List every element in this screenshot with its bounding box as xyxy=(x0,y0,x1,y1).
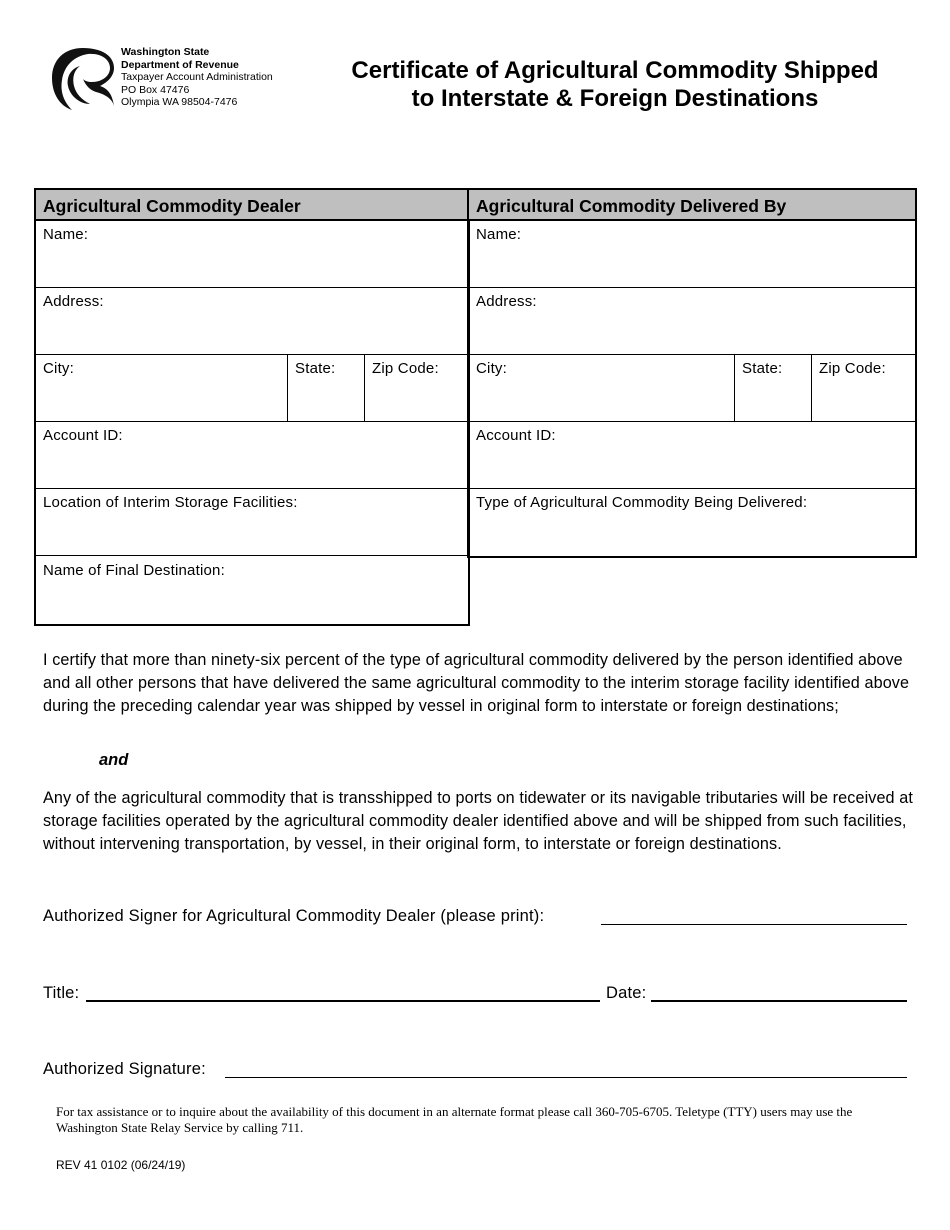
certification-paragraph-1: I certify that more than ninety-six percent of the type of agricultural commodity delivered by the person identified above and all other persons that have delivered the same agricultural commodity to the interim storage facility identified above during the preceding calendar year was shipped by vessel in original form to interstate or foreign destinations; xyxy=(43,651,910,715)
title-line1: Certificate of Agricultural Commodity Shipped xyxy=(351,57,879,84)
dealer-city-label: City: xyxy=(43,360,74,377)
dealer-city-field[interactable] xyxy=(36,355,288,421)
delivered-by-address-label: Address: xyxy=(476,293,537,310)
signer-label: Authorized Signer for Agricultural Commodity Dealer (please print): xyxy=(43,907,545,925)
signature-label: Authorized Signature: xyxy=(43,1060,206,1078)
delivered-by-zip-label: Zip Code: xyxy=(819,360,886,377)
delivered-by-state-field[interactable] xyxy=(735,355,812,421)
certification-paragraph-2: Any of the agricultural commodity that is transshipped to ports on tidewater or its navigable tributaries will be received at storage facilities operated by the agricultural commodity dealer identified above and will be shipped from such facilities, without intervening transportation, by vessel, in their original form, to interstate or foreign destinations. xyxy=(43,789,913,853)
agency-address-block xyxy=(121,46,273,109)
dealer-heading: Agricultural Commodity Dealer xyxy=(36,190,468,221)
dealer-panel xyxy=(34,188,470,626)
dealer-city-state-zip-row xyxy=(36,355,468,422)
signature-line[interactable] xyxy=(225,1077,907,1078)
delivered-by-heading: Agricultural Commodity Delivered By xyxy=(469,190,915,221)
agency-name-line2: Department of Revenue xyxy=(121,58,239,71)
dealer-destination-field[interactable] xyxy=(36,556,468,625)
delivered-by-panel xyxy=(467,188,917,558)
dealer-storage-field[interactable] xyxy=(36,489,468,556)
dor-swoosh-logo-icon xyxy=(50,46,116,112)
dealer-zip-label: Zip Code: xyxy=(372,360,439,377)
date-label: Date: xyxy=(606,984,647,1002)
assistance-note: For tax assistance or to inquire about the availability of this document in an alternate format please call 360-705-6705. Teletype (TTY) users may use the Washington State Relay Service by calling 711. xyxy=(56,1104,853,1135)
agency-city-line: Olympia WA 98504-7476 xyxy=(121,96,238,108)
delivered-by-city-label: City: xyxy=(476,360,507,377)
delivered-by-zip-field[interactable] xyxy=(812,355,915,421)
dealer-storage-label: Location of Interim Storage Facilities: xyxy=(43,494,298,511)
delivered-by-commodity-type-label: Type of Agricultural Commodity Being Delivered: xyxy=(476,494,808,511)
page-title xyxy=(320,57,910,113)
dealer-zip-field[interactable] xyxy=(365,355,468,421)
title-line[interactable] xyxy=(86,1000,600,1002)
delivered-by-account-id-label: Account ID: xyxy=(476,427,556,444)
delivered-by-city-state-zip-row xyxy=(469,355,915,422)
dealer-name-field[interactable] xyxy=(36,221,468,288)
agency-division: Taxpayer Account Administration xyxy=(121,71,273,83)
agency-name-line1: Washington State xyxy=(121,46,210,58)
agency-po-box: PO Box 47476 xyxy=(121,83,190,96)
delivered-by-account-id-field[interactable] xyxy=(469,422,915,489)
dealer-account-id-field[interactable] xyxy=(36,422,468,489)
dealer-account-id-label: Account ID: xyxy=(43,427,123,444)
delivered-by-name-field[interactable] xyxy=(469,221,915,288)
dealer-state-label: State: xyxy=(295,360,336,377)
dealer-name-label: Name: xyxy=(43,226,89,243)
dealer-state-field[interactable] xyxy=(288,355,365,421)
delivered-by-state-label: State: xyxy=(742,360,783,377)
signer-line[interactable] xyxy=(601,924,907,925)
delivered-by-city-field[interactable] xyxy=(469,355,735,421)
certification-conjunction: and xyxy=(99,751,129,769)
dealer-address-field[interactable] xyxy=(36,288,468,355)
dealer-address-label: Address: xyxy=(43,293,104,310)
form-number: REV 41 0102 (06/24/19) xyxy=(56,1158,186,1172)
delivered-by-name-label: Name: xyxy=(476,226,522,243)
date-line[interactable] xyxy=(651,1000,907,1002)
dealer-destination-label: Name of Final Destination: xyxy=(43,562,225,579)
delivered-by-address-field[interactable] xyxy=(469,288,915,355)
title-label: Title: xyxy=(43,984,80,1002)
title-line2: to Interstate & Foreign Destinations xyxy=(411,85,819,112)
delivered-by-commodity-type-field[interactable] xyxy=(469,489,915,556)
